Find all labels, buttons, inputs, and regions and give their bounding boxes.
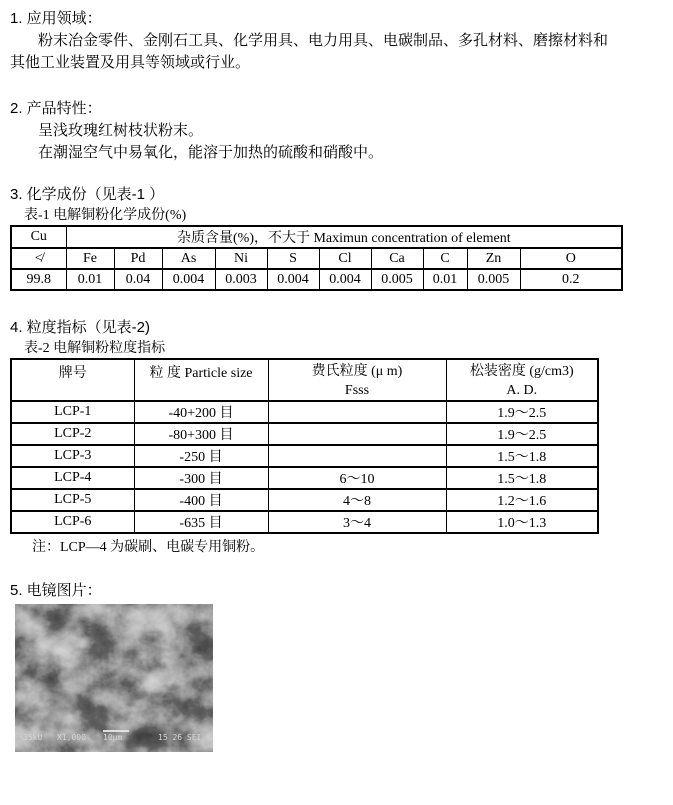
sem-micrograph-svg [15,604,213,752]
t2-header-density-line1: 松装密度 (g/cm3) [469,364,574,379]
table-row [11,445,598,467]
t2-density-cell: 1.9～2.5 [446,423,598,445]
section-5-heading: 5. 电镜图片： [10,582,102,599]
t2-header-particle-size: 粒 度 Particle size [134,359,268,401]
t2-fsss-cell [268,401,446,423]
t2-size-cell: -80+300 目 [134,423,268,445]
sem-scale-bar [103,730,129,732]
t2-header-grade: 牌号 [11,359,134,401]
section-4-heading: 4. 粒度指标（见表-2) [10,319,151,336]
t2-grade-cell: LCP-1 [11,401,134,423]
t1-value-cell: 0.003 [215,269,267,290]
t1-element-cell: Zn [467,248,520,269]
sem-stamp-scale: 10μm [103,733,123,742]
table-1-header-row [11,226,622,248]
table-1-value-row [11,269,622,290]
t1-value-cell: 0.01 [423,269,467,290]
t2-fsss-cell: 3～4 [268,511,446,533]
t1-element-cell: As [162,248,215,269]
t2-size-cell: -300 目 [134,467,268,489]
sem-stamp-voltage: 35kU [23,733,43,742]
section-1-text-line-2: 其他工业装置及用具等领域或行业。 [10,55,251,71]
table-row [11,401,598,423]
t2-grade-cell: LCP-5 [11,489,134,511]
table-1-caption: 表-1 电解铜粉化学成份(%) [24,208,187,223]
t1-value-cell: 0.2 [520,269,622,290]
table-row [11,511,598,533]
sem-image [15,604,213,752]
sem-stamp-detector: 15 26 SEI [158,733,202,742]
t2-density-cell: 1.2～1.6 [446,489,598,511]
section-2-text-line-1: 呈浅玫瑰红树枝状粉末。 [38,123,204,139]
t1-cu-header-cell: Cu [11,226,66,248]
t1-element-cell: O [520,248,622,269]
t2-header-density-line2: A. D. [506,383,538,398]
table-row [11,489,598,511]
section-1-heading: 1. 应用领域： [10,10,102,27]
t2-density-cell: 1.0～1.3 [446,511,598,533]
t1-element-cell: Ca [371,248,423,269]
t1-element-cell: S [267,248,319,269]
t2-fsss-cell [268,445,446,467]
table-2-note: 注：LCP—4 为碳刷、电碳专用铜粉。 [32,540,265,555]
table-row [11,467,598,489]
t2-grade-cell: LCP-2 [11,423,134,445]
t1-element-cell: Ni [215,248,267,269]
t2-header-density [446,359,598,401]
t1-value-cell: 0.005 [371,269,423,290]
sem-powder-texture [15,604,213,752]
t2-size-cell: -40+200 目 [134,401,268,423]
table-2-header-row [11,359,598,401]
t2-size-cell: -635 目 [134,511,268,533]
t2-fsss-cell [268,423,446,445]
t2-grade-cell: LCP-6 [11,511,134,533]
t1-element-cell: Fe [66,248,114,269]
t2-density-cell: 1.5～1.8 [446,467,598,489]
t2-fsss-cell: 4～8 [268,489,446,511]
t1-element-cell: Cl [319,248,371,269]
t2-size-cell: -250 目 [134,445,268,467]
t1-value-cell: 0.004 [267,269,319,290]
t2-density-cell: 1.5～1.8 [446,445,598,467]
t2-grade-cell: LCP-4 [11,467,134,489]
t2-grade-cell: LCP-3 [11,445,134,467]
table-1-chemical-composition [10,225,623,291]
t2-header-fsss-line2: Fsss [344,383,370,398]
table-2-particle-size [10,358,599,534]
t2-header-fsss [268,359,446,401]
section-2-heading: 2. 产品特性： [10,100,102,117]
t2-size-cell: -400 目 [134,489,268,511]
t1-value-cell: 0.004 [162,269,215,290]
t2-header-fsss-line1: 费氏粒度 (μ m) [311,364,403,379]
t2-density-cell: 1.9～2.5 [446,401,598,423]
section-2-text-line-2: 在潮湿空气中易氧化，能溶于加热的硫酸和硝酸中。 [38,145,384,161]
section-1-text-line-1: 粉末冶金零件、金刚石工具、化学用具、电力用具、电碳制品、多孔材料、磨擦材料和 [38,33,609,49]
t1-value-cell: 0.005 [467,269,520,290]
sem-stamp-magnification: X1,000 [57,733,86,742]
table-1-element-row [11,248,622,269]
t1-element-cell: Pd [114,248,162,269]
t1-value-cell: 0.004 [319,269,371,290]
section-3-heading: 3. 化学成份（见表-1 ） [10,186,165,203]
t1-value-cell: 0.01 [66,269,114,290]
table-2-caption: 表-2 电解铜粉粒度指标 [24,341,166,356]
t1-value-cell: 0.04 [114,269,162,290]
t1-impurity-header-cell: 杂质含量(%)，不大于 Maximun concentration of element [66,226,622,248]
t1-element-cell: C [423,248,467,269]
t1-limit-symbol-cell: ≮ [11,248,66,269]
t2-fsss-cell: 6～10 [268,467,446,489]
table-row [11,423,598,445]
t1-value-cell: 99.8 [11,269,66,290]
